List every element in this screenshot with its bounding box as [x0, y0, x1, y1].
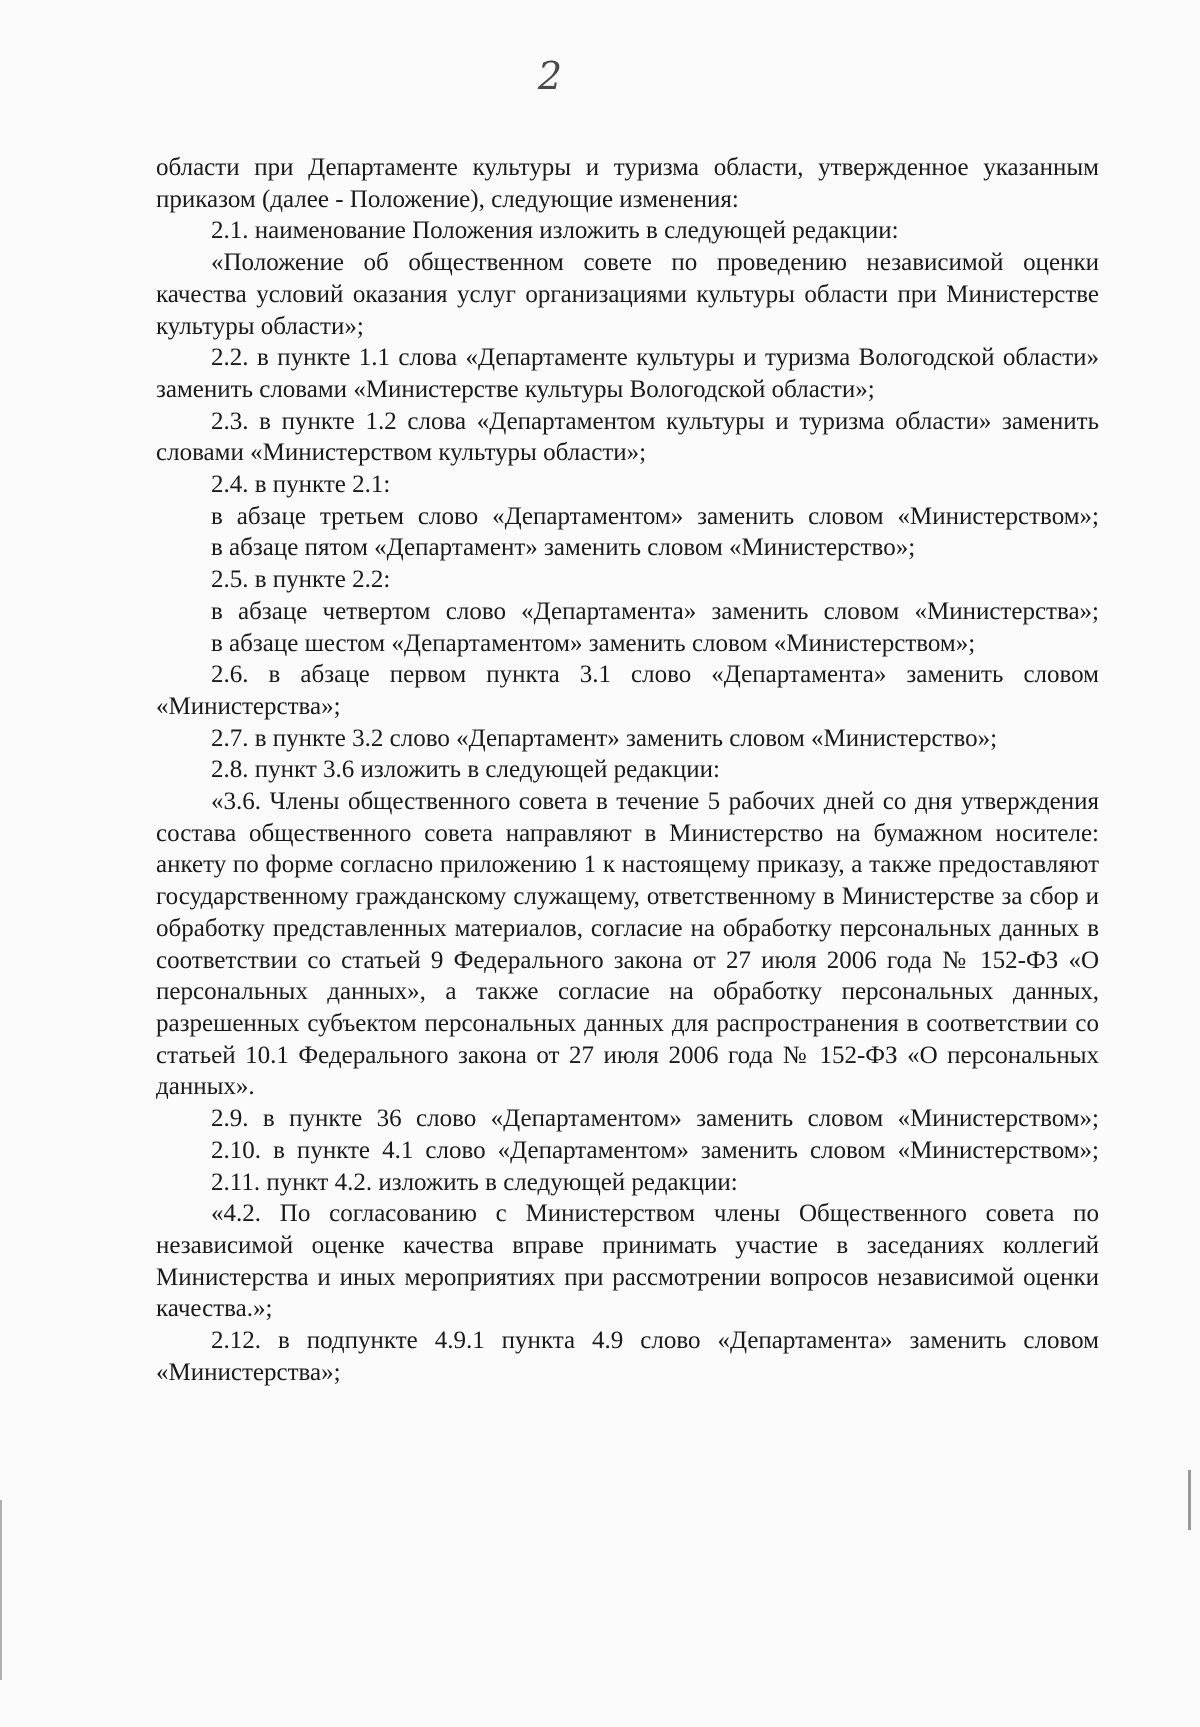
scan-edge-mark [1188, 1470, 1191, 1530]
paragraph: 2.12. в подпункте 4.9.1 пункта 4.9 слово «Департамента» заменить словом «Министерства»; [156, 1327, 1099, 1386]
paragraph: «4.2. По согласованию с Министерством члены Общественного совета по независимой оценке качества вправе принимать участие в заседаниях коллегий Министерства и иных мероприятиях при рассмотрении вопросов независимой оценки качества.»; [156, 1200, 1099, 1323]
scan-edge-mark [0, 1500, 2, 1680]
paragraph: в абзаце третьем слово «Департаментом» заменить словом «Министерством»; [211, 502, 1099, 530]
paragraph: «Положение об общественном совете по проведению независимой оценки качества условий оказания услуг организациями культуры области при Министерстве культуры области»; [156, 249, 1099, 340]
paragraph: в абзаце четвертом слово «Департамента» заменить словом «Министерства»; [211, 597, 1099, 625]
document-body [156, 152, 1099, 1388]
paragraph: 2.6. в абзаце первом пункта 3.1 слово «Департамента» заменить словом «Министерства»; [156, 661, 1099, 720]
paragraph: 2.11. пункт 4.2. изложить в следующей редакции: [211, 1168, 738, 1196]
paragraph: 2.2. в пункте 1.1 слова «Департаменте культуры и туризма Вологодской области» заменить словами «Министерстве культуры Вологодской области»; [156, 344, 1099, 403]
paragraph: 2.1. наименование Положения изложить в следующей редакции: [211, 217, 899, 245]
paragraph: 2.7. в пункте 3.2 слово «Департамент» заменить словом «Министерство»; [211, 724, 998, 752]
paragraph: в абзаце шестом «Департаментом» заменить словом «Министерством»; [211, 629, 976, 657]
paragraph: 2.10. в пункте 4.1 слово «Департаментом» заменить словом «Министерством»; [211, 1136, 1099, 1164]
paragraph: 2.9. в пункте 36 слово «Департаментом» заменить словом «Министерством»; [211, 1105, 1099, 1133]
paragraph: области при Департаменте культуры и туризма области, утвержденное указанным приказом (далее - Положение), следующие изменения: [156, 154, 1099, 213]
paragraph: 2.4. в пункте 2.1: [211, 471, 391, 499]
paragraph: 2.8. пункт 3.6 изложить в следующей редакции: [211, 756, 720, 784]
paragraph: в абзаце пятом «Департамент» заменить словом «Министерство»; [211, 534, 916, 562]
page-number: 2 [537, 54, 563, 98]
paragraph: 2.5. в пункте 2.2: [211, 566, 391, 594]
paragraph: 2.3. в пункте 1.2 слова «Департаментом культуры и туризма области» заменить словами «Министерством культуры области»; [156, 407, 1099, 467]
paragraph: «3.6. Члены общественного совета в течение 5 рабочих дней со дня утверждения состава общественного совета направляют в Министерство на бумажном носителе: анкету по форме согласно приложению 1 к настоящему приказу, а также предоставляют государственному гражданскому служащему, ответственному в Министерстве за сбор и обработку представленных материалов, согласие на обработку персональных данных в соответствии со статьей 9 Федерального закона от 27 июля 2006 года № 152-ФЗ «О персональных данных», а также согласие на обработку персональных данных, разрешенных субъектом персональных данных для распространения в соответствии со статьей 10.1 Федерального закона от 27 июля 2006 года № 152-ФЗ «О персональных данных». [156, 788, 1099, 1101]
